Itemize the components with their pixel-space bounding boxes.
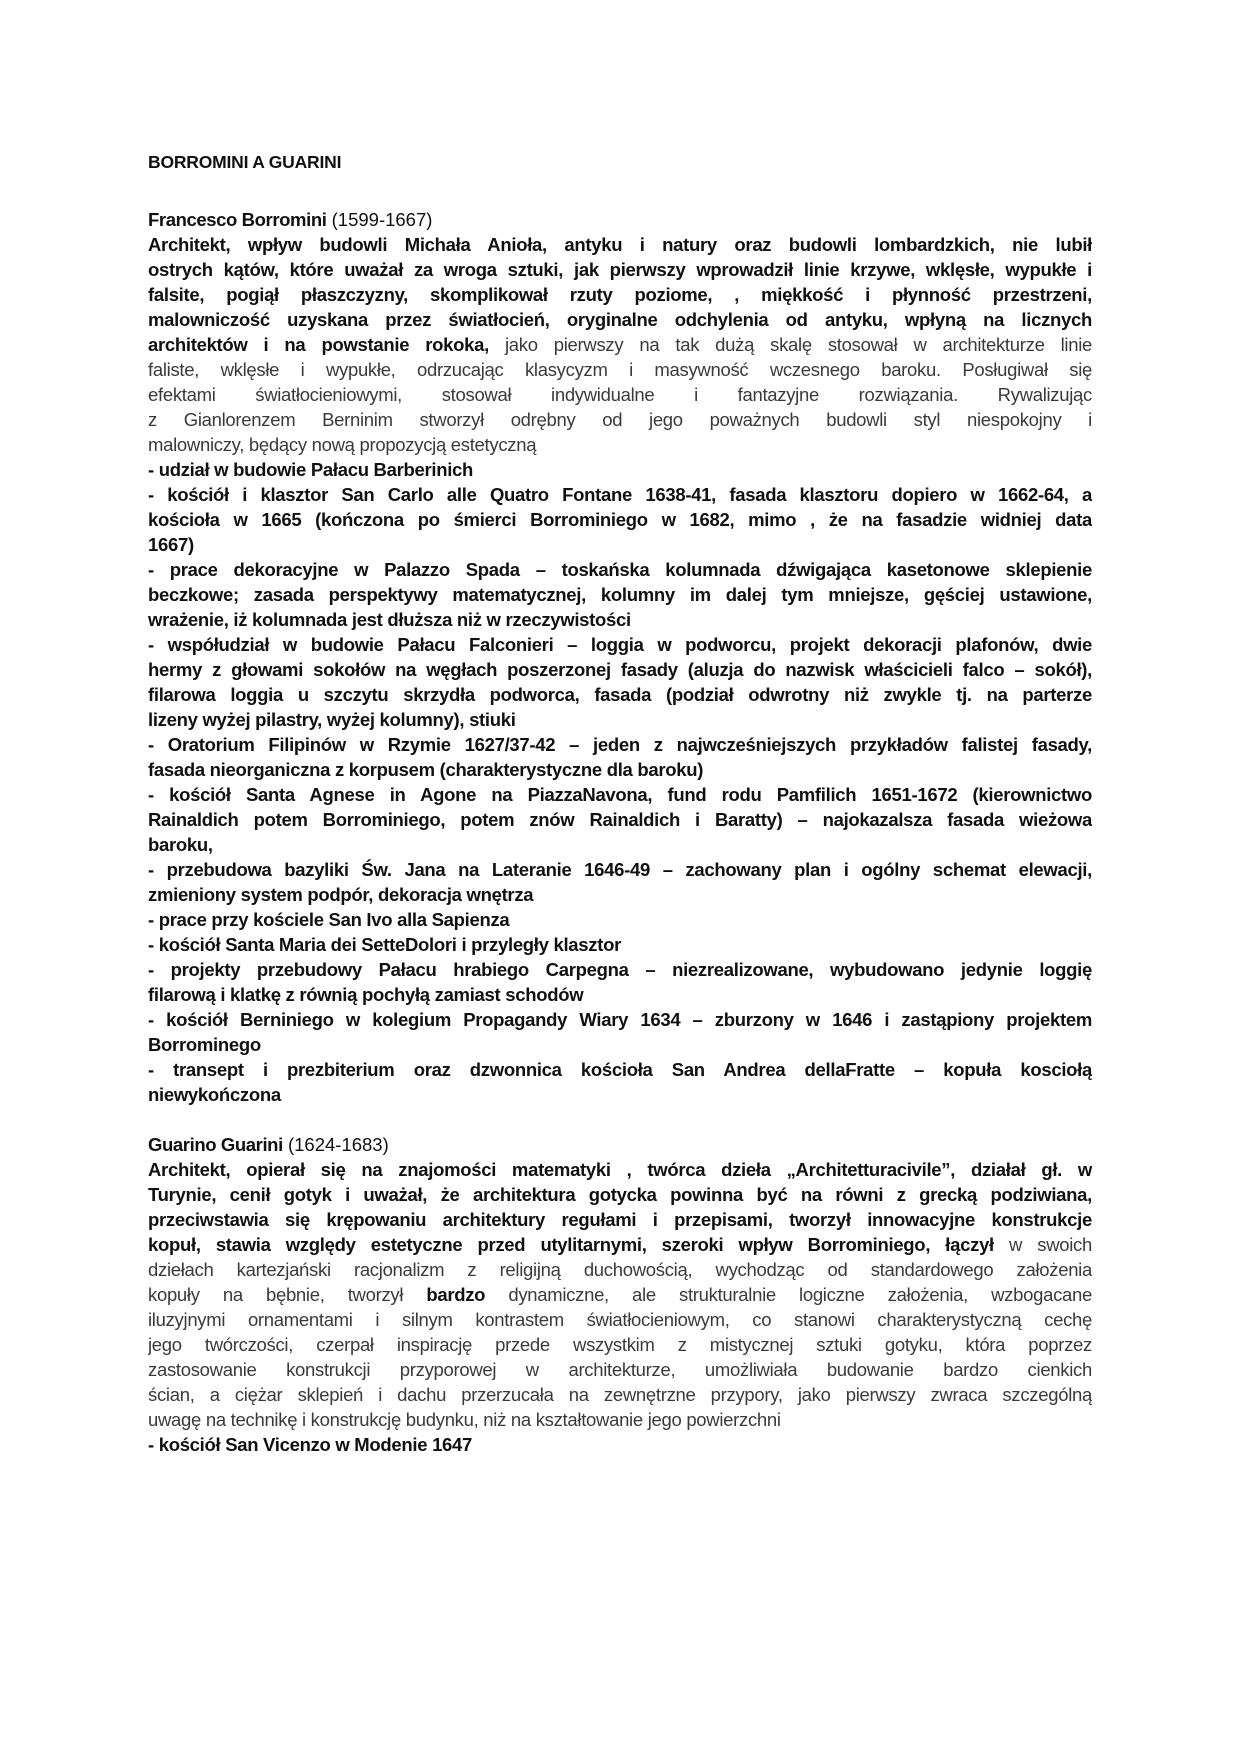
text-line — [148, 1032, 1092, 1057]
text-line — [148, 882, 1092, 907]
text-line — [148, 482, 1092, 507]
bold-text: hermy z głowami sokołów na węgłach poszerzonej fasady (aluzja do nazwisk właścicieli falco – sokół), — [148, 659, 1092, 680]
bold-text: lizeny wyżej pilastry, wyżej kolumny), stiuki — [148, 709, 516, 730]
text-line — [148, 282, 1092, 307]
document-content — [148, 150, 1092, 1457]
regular-text: efektami światłocieniowymi, stosował indywidualne i fantazyjne rozwiązania. Rywalizując — [148, 384, 1092, 405]
bold-text: filarową i klatkę z równią pochyłą zamiast schodów — [148, 984, 584, 1005]
bold-text: malowniczość uzyskana przez światłocień, oryginalne odchylenia od antyku, wpłyną na licznych — [148, 309, 1092, 330]
bold-text: - współudział w budowie Pałacu Falconieri – loggia w podworcu, projekt dekoracji plafonów, dwie — [148, 634, 1092, 655]
bold-text: Borrominego — [148, 1034, 261, 1055]
text-line — [148, 332, 1092, 357]
regular-text: jako pierwszy na tak dużą skalę stosował w architekturze linie — [488, 334, 1092, 355]
regular-text: dynamiczne, ale strukturalnie logiczne założenia, wzbogacane — [485, 1284, 1092, 1305]
bold-text: - Oratorium Filipinów w Rzymie 1627/37-42 – jeden z najwcześniejszych przykładów falistej fasady, — [148, 734, 1092, 755]
regular-text: jego twórczości, czerpał inspirację przede wszystkim z mistycznej sztuki gotyku, która poprzez — [148, 1334, 1092, 1355]
text-line — [148, 1332, 1092, 1357]
regular-text: ścian, a ciężar sklepień i dachu przerzucała na zewnętrzne przypory, jako pierwszy zwraca szczególną — [148, 1384, 1092, 1405]
text-line — [148, 807, 1092, 832]
text-line — [148, 857, 1092, 882]
bold-text: beczkowe; zasada perspektywy matematycznej, kolumny im dalej tym mniejsze, gęściej ustawione, — [148, 584, 1092, 605]
text-line — [148, 507, 1092, 532]
text-line — [148, 732, 1092, 757]
bold-text: kopuł, stawia względy estetyczne przed utylitarnymi, szeroki wpływ Borrominiego, łączył — [148, 1234, 994, 1255]
text-line — [148, 1007, 1092, 1032]
text-line — [148, 707, 1092, 732]
bold-text: falsite, pogiął płaszczyzny, skomplikował rzuty poziome, , miękkość i płynność przestrzeni, — [148, 284, 1092, 305]
regular-text: malowniczy, będący nową propozycją estetyczną — [148, 434, 537, 455]
bold-text: wrażenie, iż kolumnada jest dłuższa niż w rzeczywistości — [148, 609, 631, 630]
bold-text: niewykończona — [148, 1084, 281, 1105]
bold-text: - kościół Santa Agnese in Agone na PiazzaNavona, fund rodu Pamfilich 1651-1672 (kierownictwo — [148, 784, 1092, 805]
section-borromini — [148, 207, 1092, 1107]
section-guarini — [148, 1132, 1092, 1457]
section-body — [148, 232, 1092, 1107]
bold-text: przeciwstawia się krępowaniu architektury regułami i przepisami, tworzył innowacyjne konstrukcje — [148, 1209, 1092, 1230]
text-line — [148, 257, 1092, 282]
text-line — [148, 1182, 1092, 1207]
bold-text: - kościół San Vicenzo w Modenie 1647 — [148, 1434, 473, 1455]
text-line — [148, 232, 1092, 257]
bold-text: filarowa loggia u szczytu skrzydła podworca, fasada (podział odwrotny niż zwykle tj. na parterze — [148, 684, 1092, 705]
text-line — [148, 982, 1092, 1007]
bold-text: baroku, — [148, 834, 213, 855]
regular-text: z Gianlorenzem Berninim stworzył odrębny od jego poważnych budowli styl niespokojny i — [148, 409, 1092, 430]
text-line — [148, 1207, 1092, 1232]
text-line — [148, 1232, 1092, 1257]
text-line — [148, 557, 1092, 582]
regular-text: w swoich — [993, 1234, 1092, 1255]
bold-text: - kościół Santa Maria dei SetteDolori i przyległy klasztor — [148, 934, 621, 955]
bold-text: - projekty przebudowy Pałacu hrabiego Carpegna – niezrealizowane, wybudowano jedynie loggię — [148, 959, 1092, 980]
bold-text: Architekt, opierał się na znajomości matematyki , twórca dzieła „Architetturacivile”, działał gł. w — [148, 1159, 1092, 1180]
bold-text: kościoła w 1665 (kończona po śmierci Borrominiego w 1682, mimo , że na fasadzie widniej data — [148, 509, 1092, 530]
bold-text: - kościół Berniniego w kolegium Propagandy Wiary 1634 – zburzony w 1646 i zastąpiony projektem — [148, 1009, 1092, 1030]
regular-text: iluzyjnymi ornamentami i silnym kontrastem światłocieniowym, co stanowi charakterystyczną cechę — [148, 1309, 1092, 1330]
text-line — [148, 582, 1092, 607]
regular-text: zastosowanie konstrukcji przyporowej w architekturze, umożliwiała budowanie bardzo cienkich — [148, 1359, 1092, 1380]
text-line — [148, 532, 1092, 557]
bold-text: - prace dekoracyjne w Palazzo Spada – toskańska kolumnada dźwigająca kasetonowe sklepienie — [148, 559, 1092, 580]
architect-name: Guarino Guarini — [148, 1134, 283, 1155]
section-body — [148, 1157, 1092, 1457]
bold-text: - udział w budowie Pałacu Barberinich — [148, 459, 474, 480]
text-line — [148, 1157, 1092, 1182]
architect-name: Francesco Borromini — [148, 209, 327, 230]
text-line — [148, 907, 1092, 932]
text-line — [148, 932, 1092, 957]
regular-text: dziełach kartezjański racjonalizm z religijną duchowością, wychodząc od standardowego założenia — [148, 1259, 1092, 1280]
document-title: BORROMINI A GUARINI — [148, 152, 342, 172]
text-line — [148, 682, 1092, 707]
bold-text: - prace przy kościele San Ivo alla Sapienza — [148, 909, 510, 930]
text-line — [148, 657, 1092, 682]
text-line — [148, 1382, 1092, 1407]
bold-text: ostrych kątów, które uważał za wroga sztuki, jak pierwszy wprowadził linie krzywe, wklęsłe, wypukłe i — [148, 259, 1092, 280]
text-line — [148, 832, 1092, 857]
regular-text: faliste, wklęsłe i wypukłe, odrzucając klasycyzm i masywność wczesnego baroku. Posługiwał się — [148, 359, 1092, 380]
bold-text: 1667) — [148, 534, 194, 555]
bold-text: Rainaldich potem Borrominiego, potem znów Rainaldich i Baratty) – najokazalsza fasada wieżowa — [148, 809, 1092, 830]
bold-text: - kościół i klasztor San Carlo alle Quatro Fontane 1638-41, fasada klasztoru dopiero w 1662-64, a — [148, 484, 1092, 505]
text-line — [148, 1257, 1092, 1282]
text-line — [148, 607, 1092, 632]
regular-text: kopuły na bębnie, tworzył — [148, 1284, 427, 1305]
text-line — [148, 1057, 1092, 1082]
text-line — [148, 782, 1092, 807]
section-heading — [148, 1132, 1092, 1157]
text-line — [148, 357, 1092, 382]
text-line — [148, 632, 1092, 657]
architect-dates: (1599-1667) — [331, 209, 433, 230]
text-line — [148, 957, 1092, 982]
text-line — [148, 1357, 1092, 1382]
text-line — [148, 1282, 1092, 1307]
text-line — [148, 457, 1092, 482]
text-line — [148, 1407, 1092, 1432]
text-line — [148, 1432, 1092, 1457]
bold-text: Turynie, cenił gotyk i uważał, że architektura gotycka powinna być na równi z grecką podziwiana, — [148, 1184, 1092, 1205]
architect-dates: (1624-1683) — [287, 1134, 389, 1155]
text-line — [148, 407, 1092, 432]
bold-text: - przebudowa bazyliki Św. Jana na Lateranie 1646-49 – zachowany plan i ogólny schemat elewacji, — [148, 859, 1092, 880]
text-line — [148, 1307, 1092, 1332]
bold-text: fasada nieorganiczna z korpusem (charakterystyczne dla baroku) — [148, 759, 704, 780]
text-line — [148, 307, 1092, 332]
text-line — [148, 1082, 1092, 1107]
section-gap — [148, 1107, 1092, 1132]
regular-text: uwagę na technikę i konstrukcję budynku, niż na kształtowanie jego powierzchni — [148, 1409, 781, 1430]
bold-text: Architekt, wpływ budowli Michała Anioła, antyku i natury oraz budowli lombardzkich, nie lubił — [148, 234, 1092, 255]
bold-text: - transept i prezbiterium oraz dzwonnica kościoła San Andrea dellaFratte – kopuła kosciołą — [148, 1059, 1092, 1080]
bold-text: architektów i na powstanie rokoka, — [148, 334, 489, 355]
bold-text: bardzo — [426, 1284, 486, 1305]
text-line — [148, 432, 1092, 457]
text-line — [148, 757, 1092, 782]
text-line — [148, 382, 1092, 407]
bold-text: zmieniony system podpór, dekoracja wnętrza — [148, 884, 534, 905]
section-heading — [148, 207, 1092, 232]
